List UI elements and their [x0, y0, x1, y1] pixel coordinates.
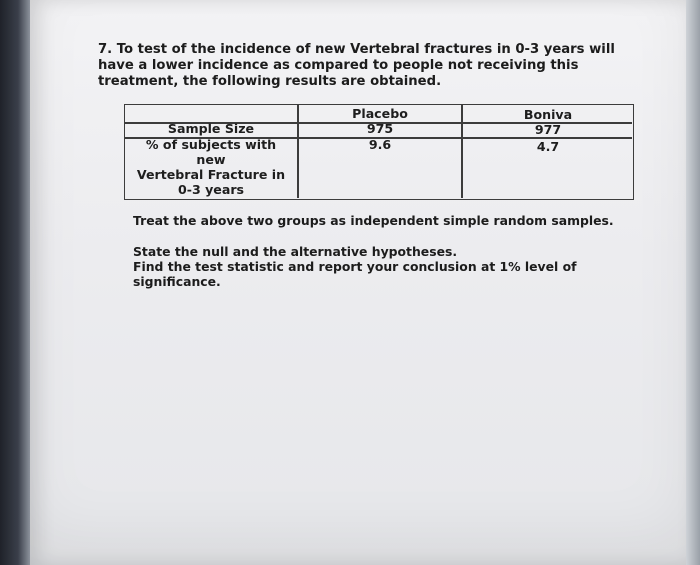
- question-text: [98, 42, 618, 90]
- row-label-sample-size: Sample Size: [167, 121, 255, 136]
- instruction-independent-samples: Treat the above two groups as independent simple random samples.: [133, 213, 614, 228]
- row-label-percent: [125, 137, 297, 197]
- row-label-percent-line-3: Vertebral Fracture in: [136, 167, 286, 182]
- question-line-3: treatment, the following results are obtained.: [98, 74, 442, 89]
- header-placebo: Placebo: [352, 106, 408, 121]
- instruction-significance: significance.: [133, 274, 221, 289]
- boniva-percent: 4.7: [536, 139, 560, 154]
- placebo-sample-size: 975: [366, 121, 394, 136]
- monitor-bezel-right: [686, 0, 700, 565]
- header-boniva: Boniva: [523, 107, 573, 122]
- instruction-test-statistic: Find the test statistic and report your conclusion at 1% level of: [133, 259, 577, 274]
- row-label-percent-line-4: 0-3 years: [177, 182, 245, 197]
- question-line-1: 7. To test of the incidence of new Vertebral fractures in 0-3 years will: [98, 42, 615, 57]
- row-label-percent-line-1: % of subjects with: [145, 137, 277, 152]
- results-table: [124, 104, 634, 200]
- monitor-bezel-left: [0, 0, 30, 565]
- placebo-percent: 9.6: [368, 137, 392, 152]
- row-label-percent-line-2: new: [196, 152, 226, 167]
- boniva-sample-size: 977: [534, 122, 562, 137]
- instruction-hypotheses: State the null and the alternative hypotheses.: [133, 244, 458, 259]
- question-line-2: have a lower incidence as compared to people not receiving this: [98, 58, 579, 73]
